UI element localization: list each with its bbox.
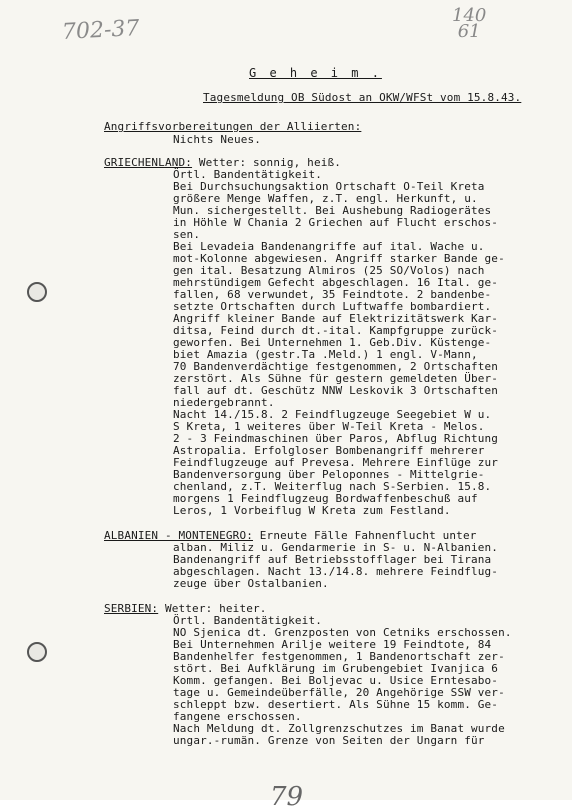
section-line: Nach Meldung dt. Zollgrenzschutzes im Banat wurde <box>173 722 505 735</box>
punch-hole <box>27 642 47 662</box>
section-line: Örtl. Bandentätigkeit. <box>173 168 322 181</box>
section-line: fangene erschossen. <box>173 710 302 723</box>
section-line: Bei Unternehmen Arilje weitere 19 Feindtote, 84 <box>173 638 492 651</box>
section-line: Bei Levadeia Bandenangriffe auf ital. Wache u. <box>173 240 485 253</box>
section-line: Nichts Neues. <box>173 133 262 146</box>
section-first-line: Wetter: sonnig, heiß. <box>192 156 342 169</box>
section-line: 2 - 3 Feindmaschinen über Paros, Abflug Richtung <box>173 432 499 445</box>
handwritten-folio: 140 61 <box>452 5 487 42</box>
document-title: G e h e i m . <box>249 66 382 80</box>
section-line: sen. <box>173 228 201 241</box>
section-heading-allied: Angriffsvorbereitungen der Alliierten: <box>104 120 362 133</box>
section-first-line: Erneute Fälle Fahnenflucht unter <box>253 529 477 542</box>
section-line: S Kreta, 1 weiteres über W-Teil Kreta - Melos. <box>173 420 485 433</box>
section-line: biet Amazia (gestr.Ta .Meld.) 1 engl. V-Mann, <box>173 348 478 361</box>
section-line: zerstört. Als Sühne für gestern gemeldeten Über- <box>173 372 499 385</box>
section-line: Leros, 1 Vorbeiflug W Kreta zum Festland. <box>173 504 451 517</box>
section-line: fall auf dt. Geschütz NNW Leskovik 3 Ortschaften <box>173 384 499 397</box>
document-subtitle: Tagesmeldung OB Südost an OKW/WFSt vom 15.8.43. <box>203 91 522 104</box>
handwritten-page-number: 79 <box>270 782 304 812</box>
section-line: Bandenhelfer festgenommen, 1 Bandenortschaft zer- <box>173 650 505 663</box>
section-line: stört. Bei Aufklärung im Grubengebiet Ivanjica 6 <box>173 662 499 675</box>
section-line: setzte Ortschaften durch Luftwaffe bombardiert. <box>173 300 492 313</box>
section-line: chenland, z.T. Weiterflug nach S-Serbien. 15.8. <box>173 480 492 493</box>
section-label: GRIECHENLAND: <box>104 156 193 169</box>
section-line: zeuge über Ostalbanien. <box>173 577 329 590</box>
section-line: schleppt bzw. desertiert. Als Sühne 15 komm. Ge- <box>173 698 499 711</box>
section-first-line: Wetter: heiter. <box>158 602 267 615</box>
section-line: Komm. gefangen. Bei Boljevac u. Usice Erntesabo- <box>173 674 499 687</box>
section-line: mot-Kolonne abgewiesen. Angriff starker Bande ge- <box>173 252 505 265</box>
section-line: Bandenangriff auf Betriebsstofflager bei Tirana <box>173 553 492 566</box>
section-line: Mun. sichergestellt. Bei Aushebung Radiogerätes <box>173 204 492 217</box>
section-line: NO Sjenica dt. Grenzposten von Cetniks erschossen. <box>173 626 512 639</box>
section-line: ungar.-rumän. Grenze von Seiten der Ungarn für <box>173 734 485 747</box>
section-line: Astropalia. Erfolgloser Bombenangriff mehrerer <box>173 444 485 457</box>
section-line: in Höhle W Chania 2 Griechen auf Flucht erschos- <box>173 216 499 229</box>
section-line: gen ital. Besatzung Almiros (25 SO/Volos) nach <box>173 264 485 277</box>
section-line: Feindflugzeuge auf Prevesa. Mehrere Einflüge zur <box>173 456 499 469</box>
section-label: ALBANIEN - MONTENEGRO: <box>104 529 253 542</box>
section-line: Bei Durchsuchungsaktion Ortschaft O-Teil Kreta <box>173 180 485 193</box>
section-line: Örtl. Bandentätigkeit. <box>173 614 322 627</box>
section-line: niedergebrannt. <box>173 396 275 409</box>
section-line: fallen, 68 verwundet, 35 Feindtote. 2 bandenbe- <box>173 288 492 301</box>
section-line: Nacht 14./15.8. 2 Feindflugzeuge Seegebiet W u. <box>173 408 492 421</box>
section-line: ditsa, Feind durch dt.-ital. Kampfgruppe zurück- <box>173 324 499 337</box>
section-line: tage u. Gemeindeüberfälle, 20 Angehörige SSW ver- <box>173 686 505 699</box>
section-label: SERBIEN: <box>104 602 159 615</box>
section-line: geworfen. Bei Unternehmen 1. Geb.Div. Küstenge- <box>173 336 492 349</box>
section-line: Bandenversorgung über Peloponnes - Mittelgrie- <box>173 468 485 481</box>
section-line: größere Menge Waffen, z.T. engl. Herkunft, u. <box>173 192 478 205</box>
section-line: alban. Miliz u. Gendarmerie in S- u. N-Albanien. <box>173 541 499 554</box>
handwritten-reference: 702-37 <box>61 15 141 46</box>
section-line: abgeschlagen. Nacht 13./14.8. mehrere Feindflug- <box>173 565 499 578</box>
punch-hole <box>27 282 47 302</box>
section-line: 70 Bandenverdächtige festgenommen, 2 Ortschaften <box>173 360 499 373</box>
section-line: morgens 1 Feindflugzeug Bordwaffenbeschuß auf <box>173 492 478 505</box>
section-line: Angriff kleiner Bande auf Elektrizitätswerk Kar- <box>173 312 499 325</box>
section-line: mehrstündigem Gefecht abgeschlagen. 16 Ital. ge- <box>173 276 499 289</box>
